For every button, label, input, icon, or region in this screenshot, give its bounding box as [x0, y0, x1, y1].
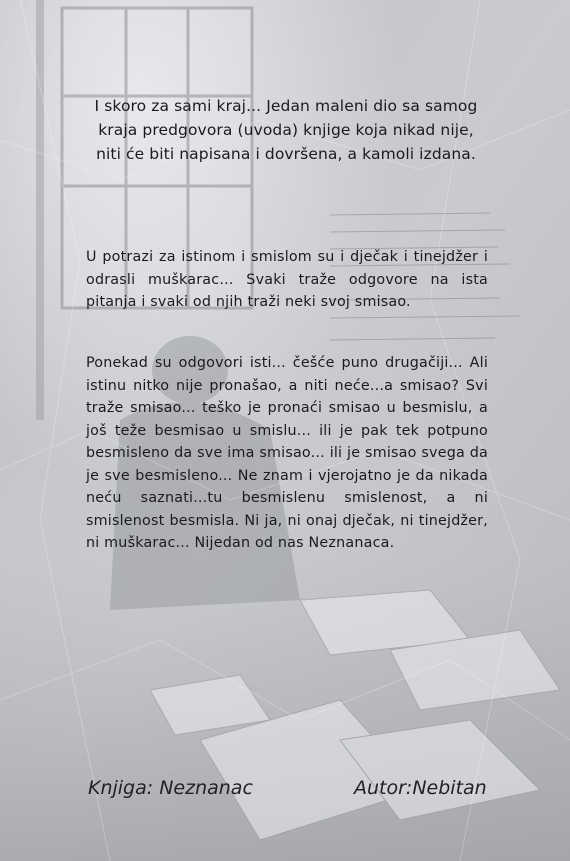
book-title: Knjiga: Neznanac	[88, 777, 253, 799]
paragraph-2: Ponekad su odgovori isti... češće puno drugačiji... Ali istinu nitko nije pronašao, a niti neće...a smisao? Svi traže smisao... teško je pronaći smisao u besmislu, a još teže besmisao u smislu... ili je pak tek potpuno besmisleno da sve ima smisao... ili je smisao svega da je sve besmisleno... Ne znam i vjerojatno je da nikada neću saznati...tu besmislenu smislenost, a ni smislenost besmisla. Ni ja, ni onaj dječak, ni tinejdžer, ni muškarac... Nijedan od nas Neznanaca.	[86, 355, 488, 551]
intro-text: I skoro za sami kraj... Jedan maleni dio sa samog kraja predgovora (uvoda) knjige koja nikad nije, niti će biti napisana i dovršena, a kamoli izdana.	[94, 97, 478, 163]
paragraph-1: U potrazi za istinom i smislom su i dječak i tinejdžer i odrasli muškarac... Svaki traže odgovore na ista pitanja i svaki od njih traži neki svoj smisao.	[86, 249, 488, 310]
author-name: Autor:Nebitan	[354, 777, 487, 799]
